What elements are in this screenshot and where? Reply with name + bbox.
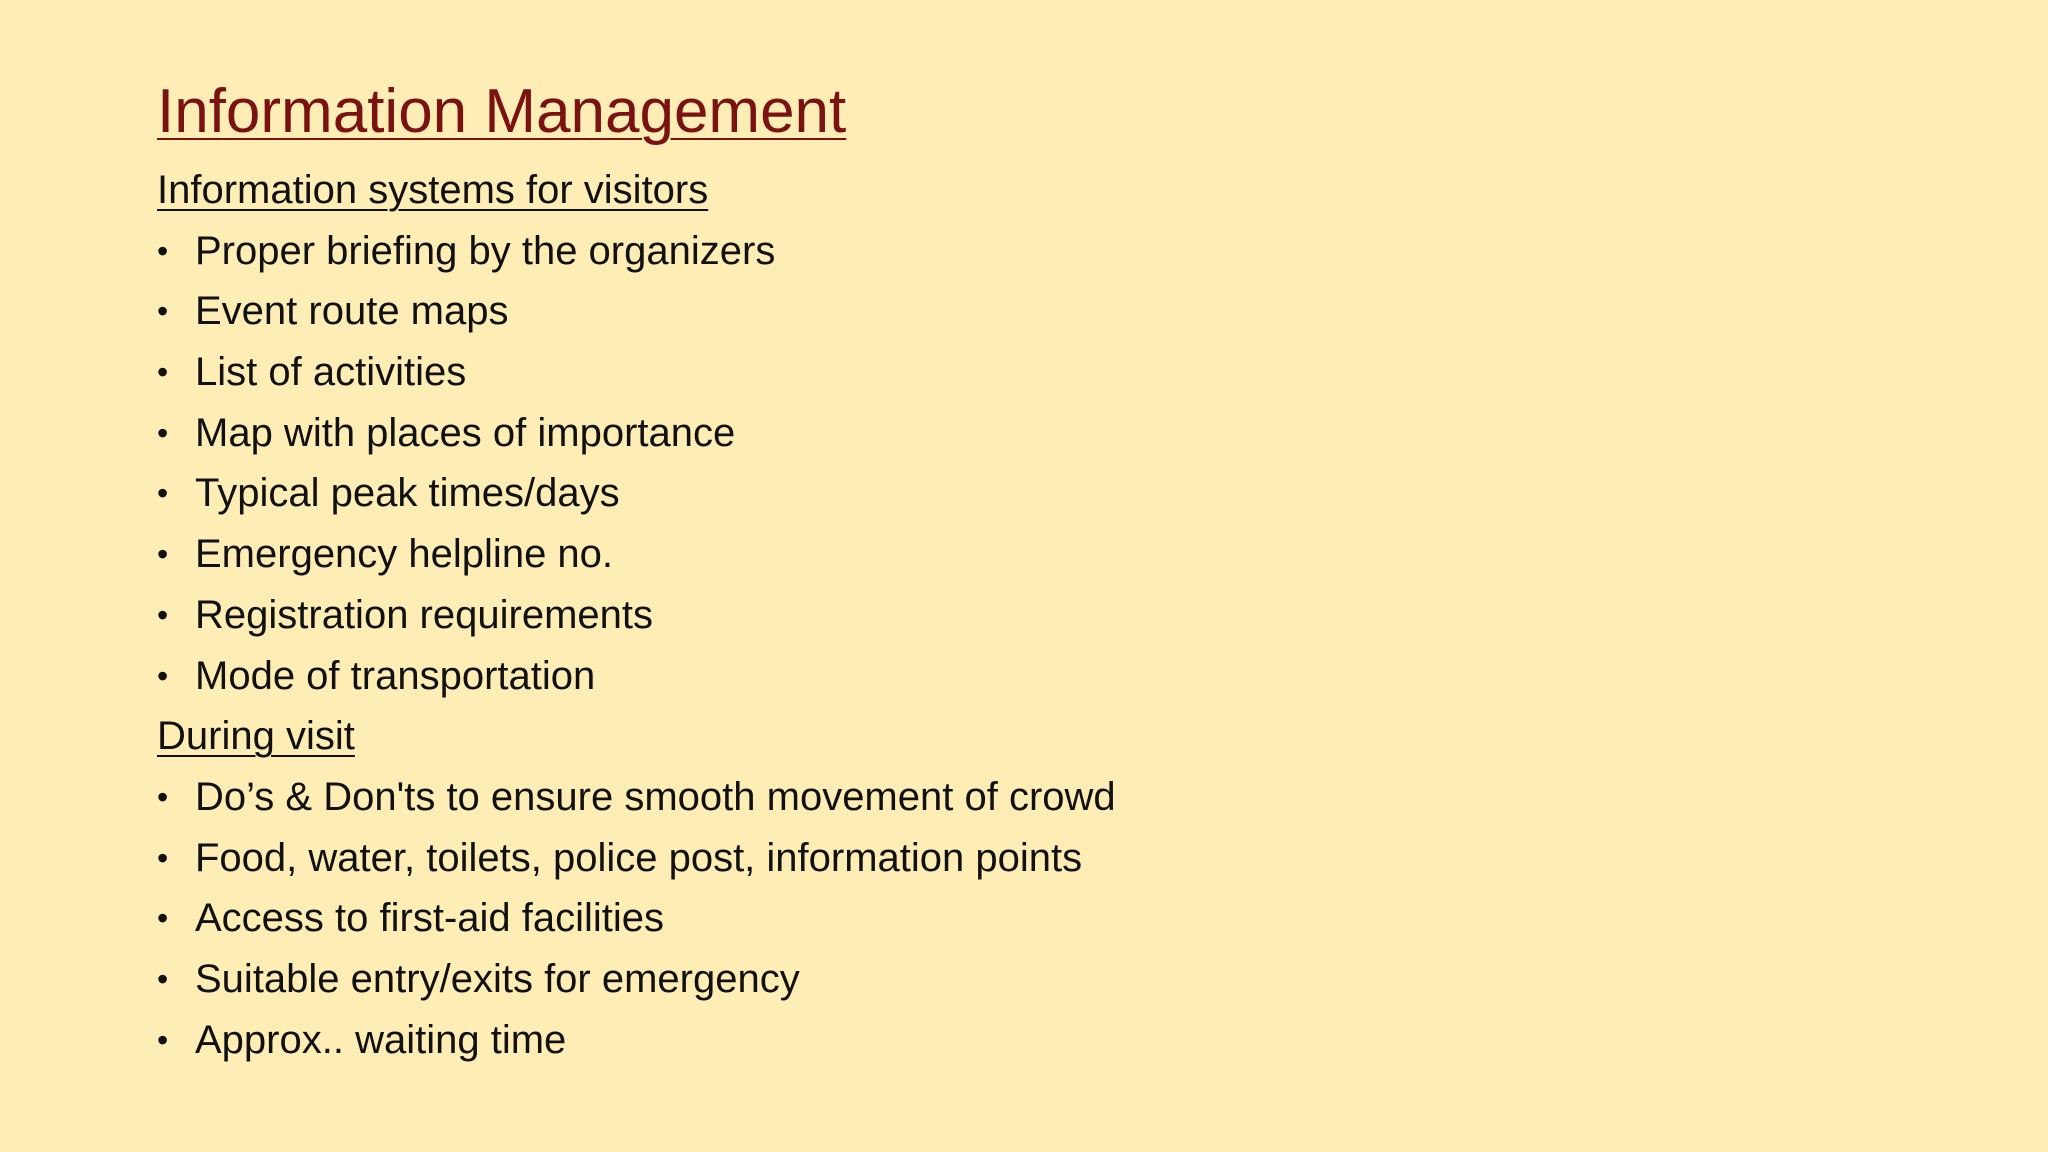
bullet-icon: • [157, 1021, 169, 1058]
list-item [157, 585, 1857, 646]
bullet-icon: • [157, 778, 169, 815]
list-item-text: Suitable entry/exits for emergency [195, 956, 800, 1001]
section-heading-visitors: Information systems for visitors [157, 168, 709, 212]
bullet-icon: • [157, 900, 169, 937]
bullet-icon: • [157, 657, 169, 694]
bullet-list-during-visit [157, 767, 1857, 1070]
bullet-icon: • [157, 596, 169, 633]
list-item-text: Emergency helpline no. [195, 532, 614, 577]
list-item [157, 463, 1857, 524]
list-item-text: Map with places of importance [195, 410, 736, 455]
list-item [157, 524, 1857, 585]
list-item [157, 646, 1857, 707]
list-item-text: Proper briefing by the organizers [195, 228, 776, 273]
list-item-text: Approx.. waiting time [195, 1017, 567, 1062]
bullet-icon: • [157, 414, 169, 451]
bullet-icon: • [157, 960, 169, 997]
list-item-text: Typical peak times/days [195, 471, 620, 516]
list-item-text: Do’s & Don'ts to ensure smooth movement of crowd [195, 774, 1116, 819]
list-item-text: Mode of transportation [195, 653, 596, 698]
bullet-icon: • [157, 475, 169, 512]
list-item [157, 1010, 1857, 1071]
list-item-text: Registration requirements [195, 592, 653, 637]
list-item [157, 949, 1857, 1010]
bullet-icon: • [157, 232, 169, 269]
bullet-icon: • [157, 354, 169, 391]
list-item [157, 221, 1857, 282]
list-item [157, 281, 1857, 342]
list-item-text: Event route maps [195, 289, 509, 334]
list-item-text: Food, water, toilets, police post, information points [195, 835, 1083, 880]
list-item-text: List of activities [195, 350, 467, 395]
list-item [157, 403, 1857, 464]
slide-content [157, 160, 1857, 1070]
bullet-icon: • [157, 293, 169, 330]
section-heading-during-visit: During visit [157, 714, 355, 759]
bullet-icon: • [157, 839, 169, 876]
slide-title: Information Management [157, 77, 847, 146]
list-item-text: Access to first-aid facilities [195, 896, 665, 941]
list-item [157, 342, 1857, 403]
list-item [157, 888, 1857, 949]
list-item [157, 828, 1857, 889]
bullet-icon: • [157, 536, 169, 573]
bullet-list-visitors [157, 221, 1857, 707]
list-item [157, 767, 1857, 828]
